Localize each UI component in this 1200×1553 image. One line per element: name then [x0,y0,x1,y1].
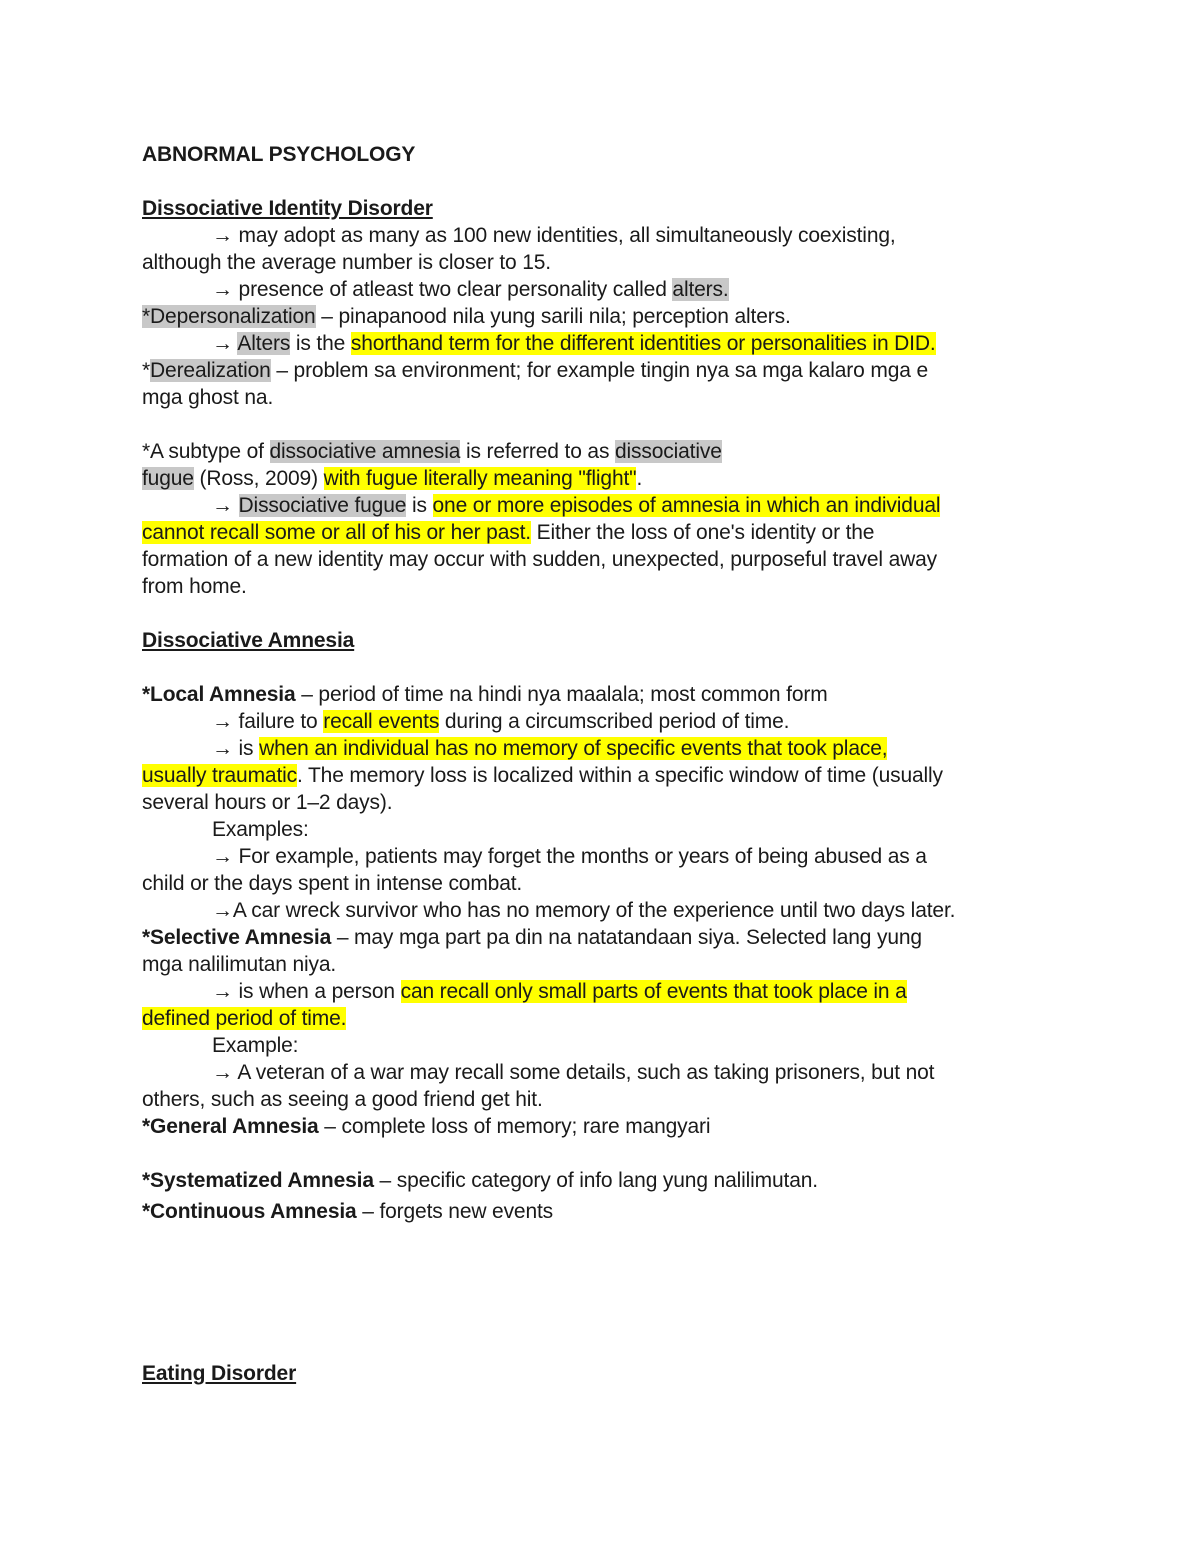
local-line-4: several hours or 1–2 days). [142,791,393,814]
did-derealization: *Derealization – problem sa environment; for example tingin nya sa mga kalaro mga e [142,359,928,382]
highlight-yellow: one or more episodes of amnesia in which an individual [432,494,941,517]
fugue-line-1: *A subtype of dissociative amnesia is referred to as dissociative [142,440,722,463]
fugue-line-4: cannot recall some or all of his or her past. Either the loss of one's identity or the [142,521,875,544]
section-heading-did: Dissociative Identity Disorder [142,197,433,220]
highlight-yellow: when an individual has no memory of specific events that took place, [259,737,888,760]
general-amnesia: *General Amnesia – complete loss of memory; rare mangyari [142,1115,711,1138]
selective-example-1: → A veteran of a war may recall some details, such as taking prisoners, but not [212,1061,935,1084]
local-example-1-cont: child or the days spent in intense combat. [142,872,523,895]
did-line-7: mga ghost na. [142,386,274,409]
spacer [142,654,1072,681]
highlight-gray: Derealization [150,359,271,382]
selective-example-label: Example: [212,1034,299,1057]
local-line-2: → is when an individual has no memory of specific events that took place, [212,737,888,760]
highlight-gray: Depersonalization [150,305,316,328]
spacer [142,1225,1072,1360]
section-heading-da: Dissociative Amnesia [142,629,355,652]
spacer [142,168,1072,195]
selective-line-2: → is when a person can recall only small parts of events that took place in a [212,980,907,1003]
local-example-1: → For example, patients may forget the months or years of being abused as a [212,845,927,868]
selective-line-3 [142,1005,1072,1032]
local-amnesia: *Local Amnesia – period of time na hindi nya maalala; most common form [142,683,828,706]
local-line-3: usually traumatic. The memory loss is localized within a specific window of time (usually [142,764,943,787]
spacer [142,411,1072,438]
highlight-yellow: can recall only small parts of events that took place in a [400,980,907,1003]
local-examples-label: Examples: [212,818,309,841]
document-page [142,141,1072,1387]
fugue-line-5: formation of a new identity may occur with sudden, unexpected, purposeful travel away [142,548,938,571]
did-line-2: although the average number is closer to 15. [142,251,551,274]
did-depersonalization: *Depersonalization – pinapanood nila yung sarili nila; perception alters. [142,305,791,328]
highlight-yellow: defined period of time. [142,1007,347,1030]
fugue-line-6: from home. [142,575,247,598]
section-heading-ed: Eating Disorder [142,1362,297,1385]
did-alters-definition: → Alters is the shorthand term for the different identities or personalities in DID. [212,332,936,355]
local-line-1: → failure to recall events during a circumscribed period of time. [212,710,790,733]
spacer [142,600,1072,627]
highlight-yellow: with fugue literally meaning "flight" [323,467,637,490]
highlight-gray: Dissociative fugue [238,494,407,517]
systematized-amnesia: *Systematized Amnesia – specific category of info lang yung nalilimutan. [142,1169,818,1192]
selective-amnesia: *Selective Amnesia – may mga part pa din na natatandaan siya. Selected lang yung [142,926,922,949]
spacer [142,1140,1072,1167]
local-example-2: →A car wreck survivor who has no memory of the experience until two days later. [212,899,956,922]
highlight-gray: alters. [672,278,729,301]
highlight-gray: dissociative amnesia [269,440,461,463]
fugue-line-2: fugue (Ross, 2009) with fugue literally meaning "flight". [142,467,643,490]
selective-line-1: mga nalilimutan niya. [142,953,337,976]
highlight-gray: dissociative [614,440,722,463]
did-line-3: → presence of atleast two clear personality called alters. [212,278,729,301]
highlight-yellow: usually traumatic [142,764,298,787]
selective-example-1-cont: others, such as seeing a good friend get hit. [142,1088,543,1111]
document-title: ABNORMAL PSYCHOLOGY [142,143,416,166]
highlight-yellow: shorthand term for the different identities or personalities in DID. [350,332,936,355]
highlight-yellow: cannot recall some or all of his or her past. [142,521,531,544]
highlight-gray: fugue [142,467,194,490]
did-line-1: → may adopt as many as 100 new identities, all simultaneously coexisting, [212,224,896,247]
fugue-line-3: → Dissociative fugue is one or more episodes of amnesia in which an individual [212,494,941,517]
highlight-yellow: recall events [323,710,440,733]
highlight-gray: Alters [237,332,291,355]
continuous-amnesia: *Continuous Amnesia – forgets new events [142,1200,554,1223]
